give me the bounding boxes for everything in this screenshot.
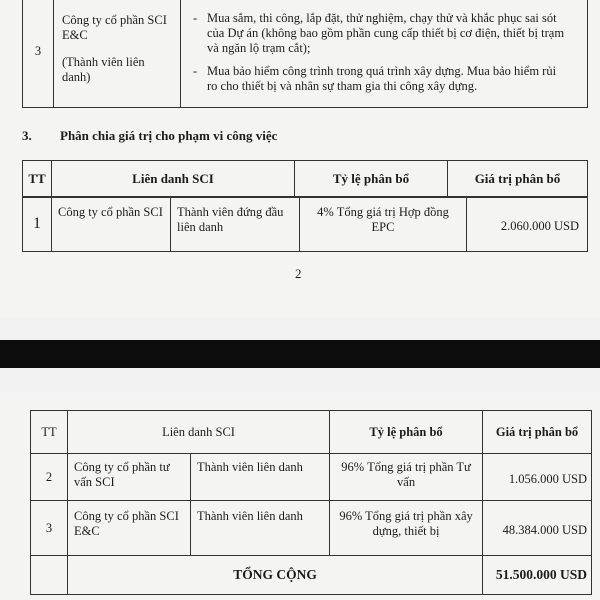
member-cell: [54, 0, 181, 108]
table-row: [31, 501, 592, 556]
table-row: [23, 0, 588, 108]
task-item: - Mua sắm, thi công, lắp đặt, thử nghiệm, chạy thử và khắc phục sai sót của Dự án (không bao gồm phần cung cấp thiết bị cơ điện, thiết bị trạm và ngăn lộ trạm cắt);: [191, 11, 569, 56]
row-company: Công ty cổ phần SCI E&C: [68, 501, 191, 556]
header-tt: TT: [23, 161, 52, 198]
row-ratio: 4% Tổng giá trị Hợp đồng EPC: [300, 197, 467, 252]
header-partner: Liên danh SCI: [52, 161, 295, 198]
tasks-cell: [181, 0, 588, 108]
row-company: Công ty cổ phần SCI: [52, 197, 171, 252]
allocation-table-2: [30, 410, 592, 595]
table-row: [31, 454, 592, 501]
total-value: 51.500.000 USD: [483, 556, 592, 595]
header-ratio: Tỷ lệ phân bổ: [295, 161, 448, 198]
row-value: 2.060.000 USD: [467, 197, 588, 252]
row-company: Công ty cổ phần tư vấn SCI: [68, 454, 191, 501]
header-ratio: Tỷ lệ phân bổ: [330, 411, 483, 454]
row-role: Thành viên liên danh: [191, 501, 330, 556]
section-number: 3.: [22, 128, 32, 143]
header-tt: TT: [31, 411, 68, 454]
row-tt: 3: [31, 501, 68, 556]
allocation-table-1: [22, 160, 588, 198]
row-tt: 1: [23, 197, 52, 252]
row-number: 3: [23, 0, 54, 108]
header-value: Giá trị phân bổ: [448, 161, 588, 198]
table-row: [23, 197, 588, 252]
row-role: Thành viên đứng đầu liên danh: [171, 197, 300, 252]
member-role: (Thành viên liên danh): [62, 55, 145, 84]
page-number: 2: [295, 266, 302, 281]
row-ratio: 96% Tổng giá trị phần xây dựng, thiết bị: [330, 501, 483, 556]
page-separator: [0, 340, 600, 368]
row-value: 1.056.000 USD: [483, 454, 592, 501]
task-item: - Mua bảo hiểm công trình trong quá trình xây dựng. Mua bảo hiểm rủi ro cho thiết bị và nhân sự tham gia thi công xây dựng.: [191, 64, 569, 94]
table-header-row: [31, 411, 592, 454]
row-ratio: 96% Tổng giá trị phần Tư vấn: [330, 454, 483, 501]
document-page-2: [0, 392, 600, 600]
section-heading: [22, 128, 277, 144]
allocation-table-1-body: [22, 196, 588, 252]
total-label: TỔNG CỘNG: [68, 556, 483, 595]
table-header-row: [23, 161, 588, 198]
member-name: Công ty cổ phần SCI E&C: [62, 13, 167, 42]
total-row: [31, 556, 592, 595]
total-empty-cell: [31, 556, 68, 595]
row-tt: 2: [31, 454, 68, 501]
responsibility-table: [22, 0, 588, 108]
row-role: Thành viên liên danh: [191, 454, 330, 501]
header-partner: Liên danh SCI: [68, 411, 330, 454]
row-value: 48.384.000 USD: [483, 501, 592, 556]
section-title: Phân chia giá trị cho phạm vi công việc: [60, 128, 278, 143]
header-value: Giá trị phân bổ: [483, 411, 592, 454]
